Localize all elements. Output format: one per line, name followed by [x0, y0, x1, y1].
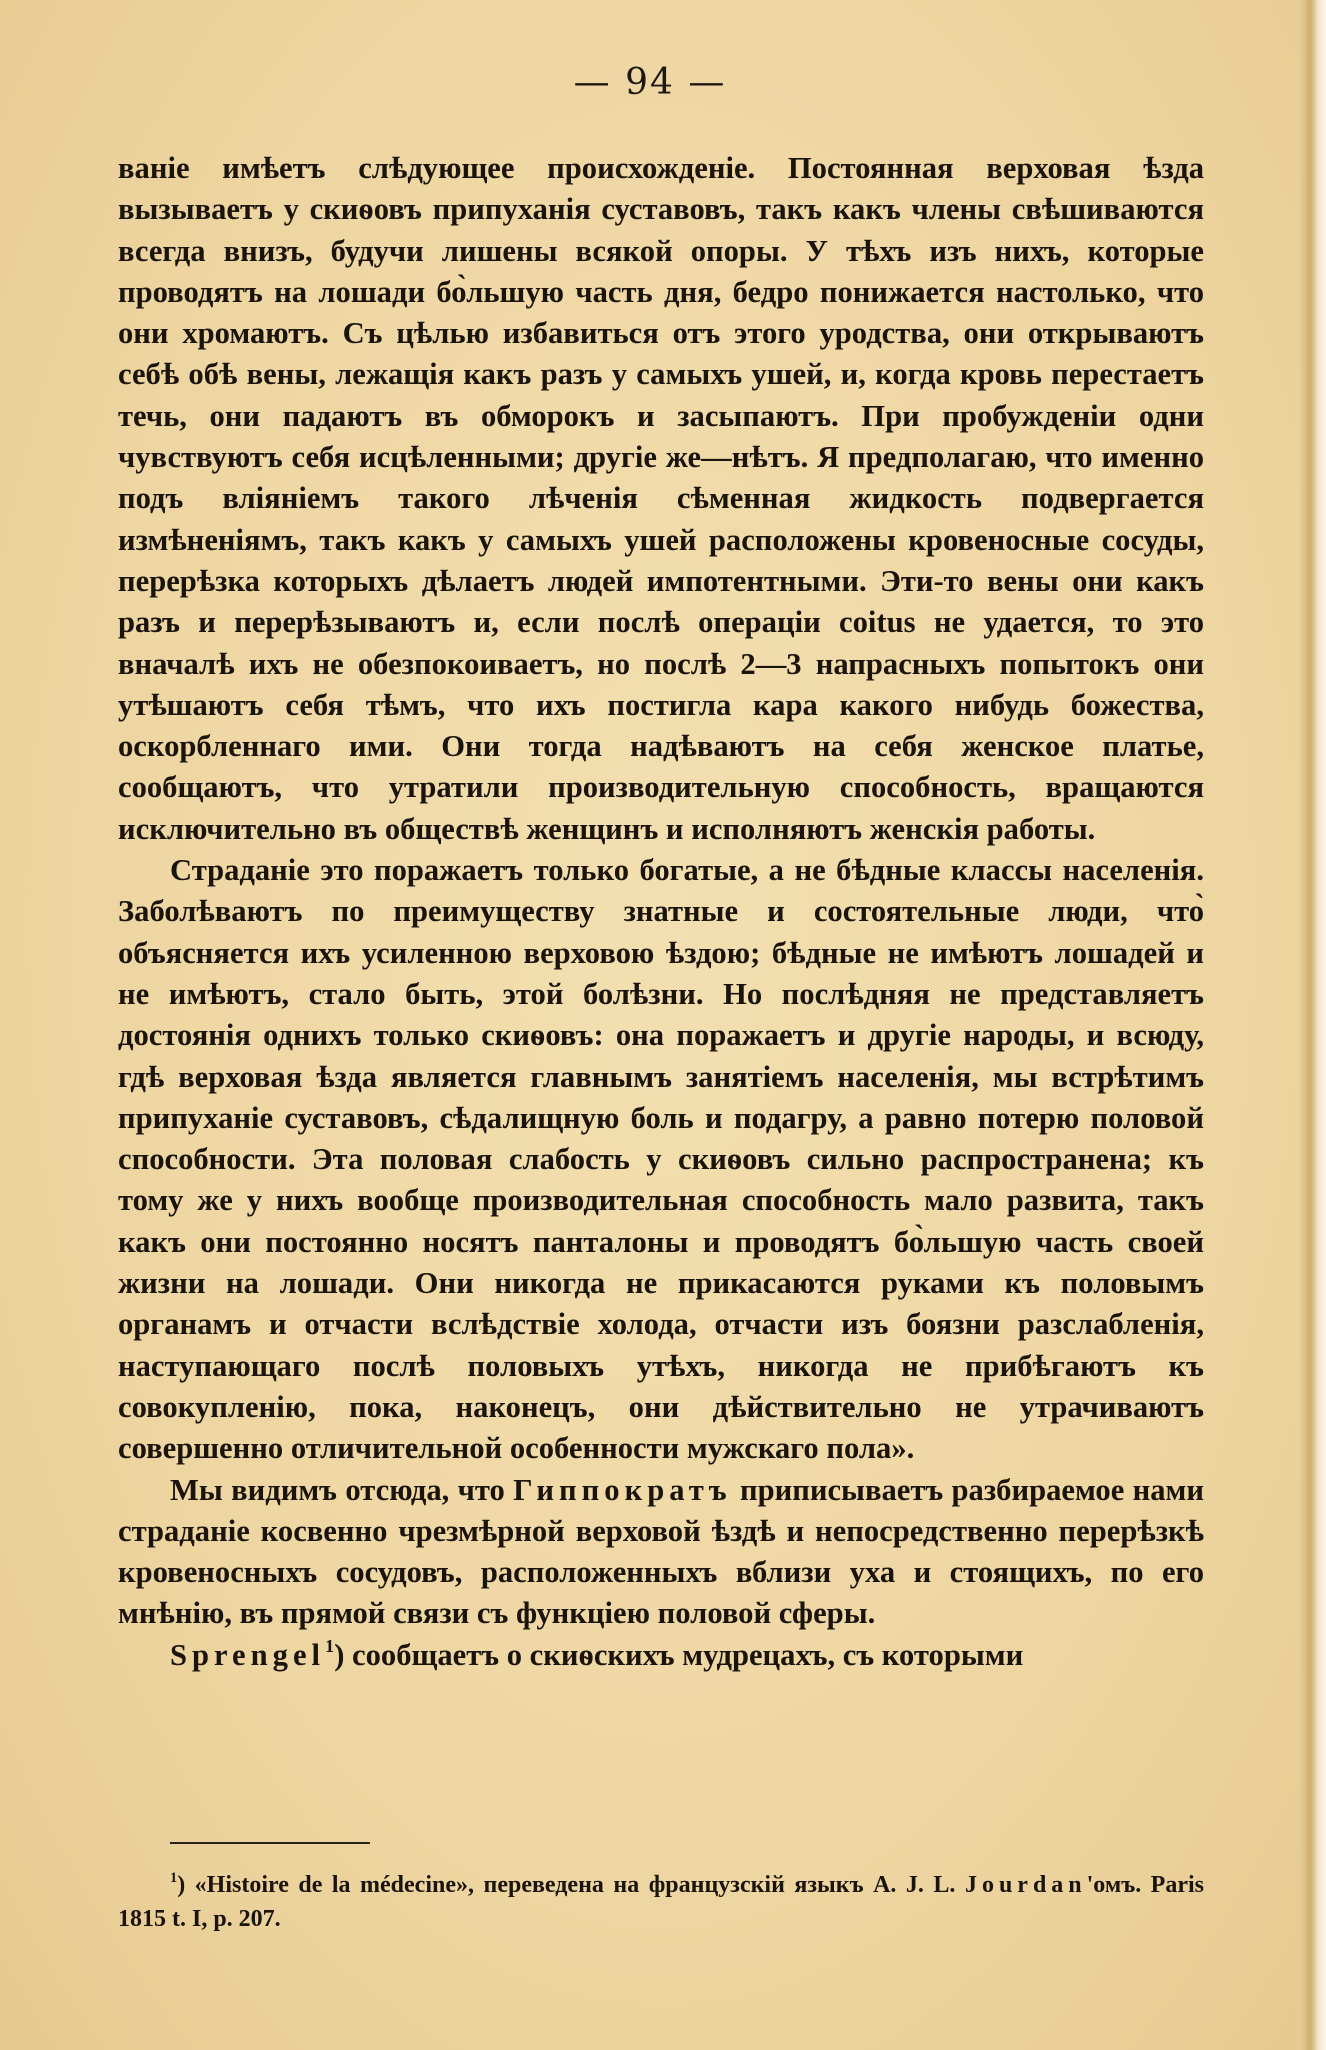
page-edge	[1300, 0, 1326, 2050]
author-name-hippocrates: Гиппократъ	[513, 1472, 732, 1507]
paragraph-4-after: ) сообщаетъ о скиѳскихъ мудрецахъ, съ которыми	[334, 1637, 1024, 1672]
page-number: — 94 —	[573, 62, 727, 103]
author-name-sprengel: Sprengel	[170, 1637, 326, 1672]
footnotes	[118, 1868, 1204, 1936]
paragraph-1: ваніе имѣетъ слѣдующее происхожденіе. Постоянная верховая ѣзда вызываетъ у скиѳовъ припуханія суставовъ, такъ какъ члены свѣшиваются всегда внизъ, будучи лишены всякой опоры. У тѣхъ изъ нихъ, которые проводятъ на лошади бо̀льшую часть дня, бедро понижается настолько, что они хромаютъ. Съ цѣлью избавиться отъ этого уродства, они открываютъ себѣ обѣ вены, лежащія какъ разъ у самыхъ ушей, и, когда кровь перестаетъ течь, они падаютъ въ обморокъ и засыпаютъ. При пробужденіи одни чувствуютъ себя исцѣленными; другіе же—нѣтъ. Я предполагаю, что именно подъ вліяніемъ такого лѣченія сѣменная жидкость подвергается измѣненіямъ, такъ какъ у самыхъ ушей расположены кровеносные сосуды, перерѣзка которыхъ дѣлаетъ людей импотентными. Эти-то вены они какъ разъ и перерѣзываютъ и, если послѣ операціи coitus не удается, то это вначалѣ ихъ не обезпокоиваетъ, но послѣ 2—3 напрасныхъ попытокъ они утѣшаютъ себя тѣмъ, что ихъ постигла кара какого нибудь божества, оскорбленнаго ими. Они тогда надѣваютъ на себя женское платье, сообщаютъ, что утратили производительную способность, вращаются исключительно въ обществѣ женщинъ и исполняютъ женскія работы.	[118, 151, 1204, 846]
paragraph-3-after: приписываетъ разбираемое нами страданіе косвенно чрезмѣрной верховой ѣздѣ и непосредственно перерѣзкѣ кровеносныхъ сосудовъ, расположенныхъ вблизи уха и стоящихъ, по его мнѣнію, въ прямой связи съ функціею половой сферы.	[118, 1472, 1204, 1631]
footnote-divider	[170, 1842, 370, 1844]
footnote-marker: 1	[170, 1869, 178, 1886]
paragraph-3-before: Мы видимъ отсюда, что	[170, 1472, 514, 1507]
paragraph-3	[118, 1470, 1204, 1635]
body-text	[118, 148, 1204, 1676]
paragraph-2: Страданіе это поражаетъ только богатые, а не бѣдные классы населенія. Заболѣваютъ по преимуществу знатные и состоятельные люди, что̀ объясняется ихъ усиленною верховою ѣздою; бѣдные не имѣютъ лошадей и не имѣютъ, стало быть, этой болѣзни. Но послѣдняя не представляетъ достоянія одниxъ только скиѳовъ: она поражаетъ и другіе народы, и всюду, гдѣ верховая ѣзда является главнымъ занятіемъ населенія, мы встрѣтимъ припуханіе суставовъ, сѣдалищную боль и подагру, а равно потерю половой способности. Эта половая слабость у скиѳовъ сильно распространена; къ тому же у нихъ вообще производительная способность мало развита, такъ какъ они постоянно носятъ панталоны и проводятъ бо̀льшую часть своей жизни на лошади. Они никогда не прикасаются руками къ половымъ органамъ и отчасти вслѣдствіе холода, отчасти изъ боязни разслабленія, наступающаго послѣ половыхъ утѣхъ, никогда не прибѣгаютъ къ совокупленію, пока, наконецъ, они дѣйствительно не утрачиваютъ совершенно отличительной особенности мужскаго пола».	[118, 853, 1204, 1466]
footnote-text: ) «Histoire de la médecine», переведена на французскій языкъ A. J. L.	[177, 1872, 956, 1898]
paragraph-4	[118, 1635, 1204, 1676]
footnote-author: Jourdan	[964, 1872, 1087, 1898]
footnote-1	[118, 1868, 1204, 1936]
footnote-after: 'омъ. Paris 1815 t. I, p. 207.	[118, 1872, 1205, 1932]
footnote-ref: 1	[325, 1635, 335, 1656]
